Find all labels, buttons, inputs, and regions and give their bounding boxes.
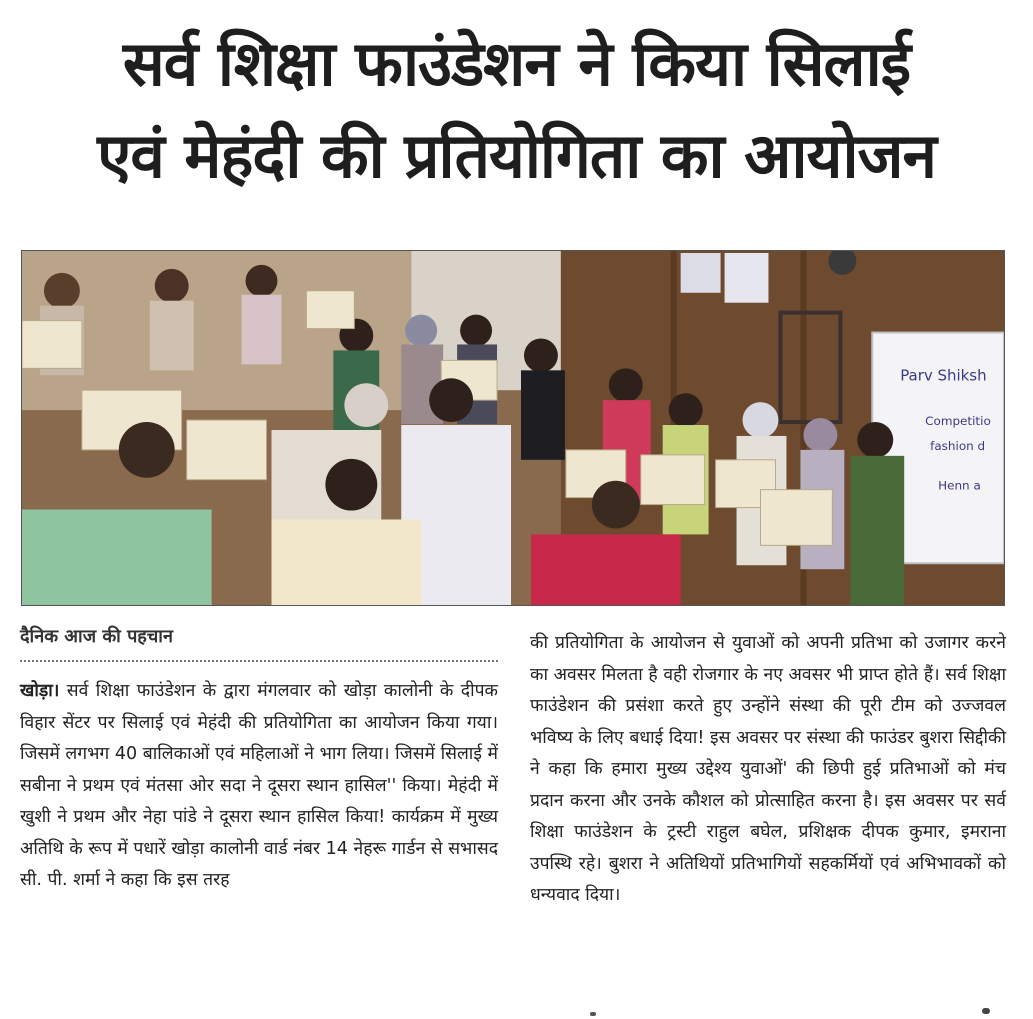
article-text-right: की प्रतियोगिता के आयोजन से युवाओं को अपनी प्रतिभा को उजागर करने का अवसर मिलता है वही रोजगार के नए अवसर भी प्राप्त होते हैं। सर्व शिक्षा फाउंडेशन की प्रसंशा करते हुए उन्होंने संस्था की पूरी टीम को उज्जवल भविष्य के लिए बधाई दिया! इस अवसर पर संस्था की फाउंडर बुशरा सिद्दीकी ने कहा कि हमारा मुख्य उद्देश्य युवाओं' की छिपी हुई प्रतिभाओं को मंच प्रदान करना और उनके कौशल को प्रोत्साहित करना है। इस अवसर पर सर्व शिक्षा फाउंडेशन के ट्रस्टी राहुल बघेल, प्रशिक्षक दीपक कुमार, इमराना उपस्थि रहे। बुशरा ने अतिथियों प्रतिभागियों सहकर्मियों एवं अभिभावकों को धन्यवाद दिया। — [530, 633, 1006, 905]
article-text-left: सर्व शिक्षा फाउंडेशन के द्वारा मंगलवार को खोड़ा कालोनी के दीपक विहार सेंटर पर सिलाई एवं मेहंदी की प्रतियोगिता का आयोजन किया गया। जिसमें लगभग 40 बालिकाओं एवं महिलाओं ने भाग लिया। जिसमें सिलाई में सबीना ने प्रथम एवं मंतसा ओर सदा ने दूसरा स्थान हासिल'' किया। मेहंदी में खुशी ने प्रथम और नेहा पांडे ने दूसरा स्थान हासिल किया! कार्यक्रम में मुख्य अतिथि के रूप में पधारें खोड़ा कालोनी वार्ड नंबर 14 नेहरू गार्डन से सभासद सी. पी. शर्मा ने कहा कि इस तरह — [20, 681, 498, 890]
whiteboard-line-2: fashion d — [930, 438, 986, 453]
print-mark — [982, 1008, 990, 1014]
whiteboard-line-1: Competitio — [925, 414, 991, 429]
group-photo-illustration — [22, 251, 1004, 605]
print-mark — [590, 1012, 596, 1016]
news-photo — [21, 250, 1005, 606]
article-column-right — [530, 628, 1006, 912]
headline-line-2: एवं मेहंदी की प्रतियोगिता का आयोजन — [97, 119, 936, 192]
article-paragraph-left — [20, 676, 498, 897]
article-column-left — [20, 622, 498, 897]
whiteboard-line-3: Henn a — [938, 478, 981, 493]
dateline: खोड़ा। — [20, 681, 60, 701]
whiteboard-title: Parv Shiksh — [900, 366, 987, 385]
headline-line-1: सर्व शिक्षा फाउंडेशन ने किया सिलाई — [122, 27, 911, 100]
dotted-divider — [20, 660, 498, 662]
headline — [14, 18, 1019, 202]
byline: दैनिक आज की पहचान — [20, 626, 173, 647]
